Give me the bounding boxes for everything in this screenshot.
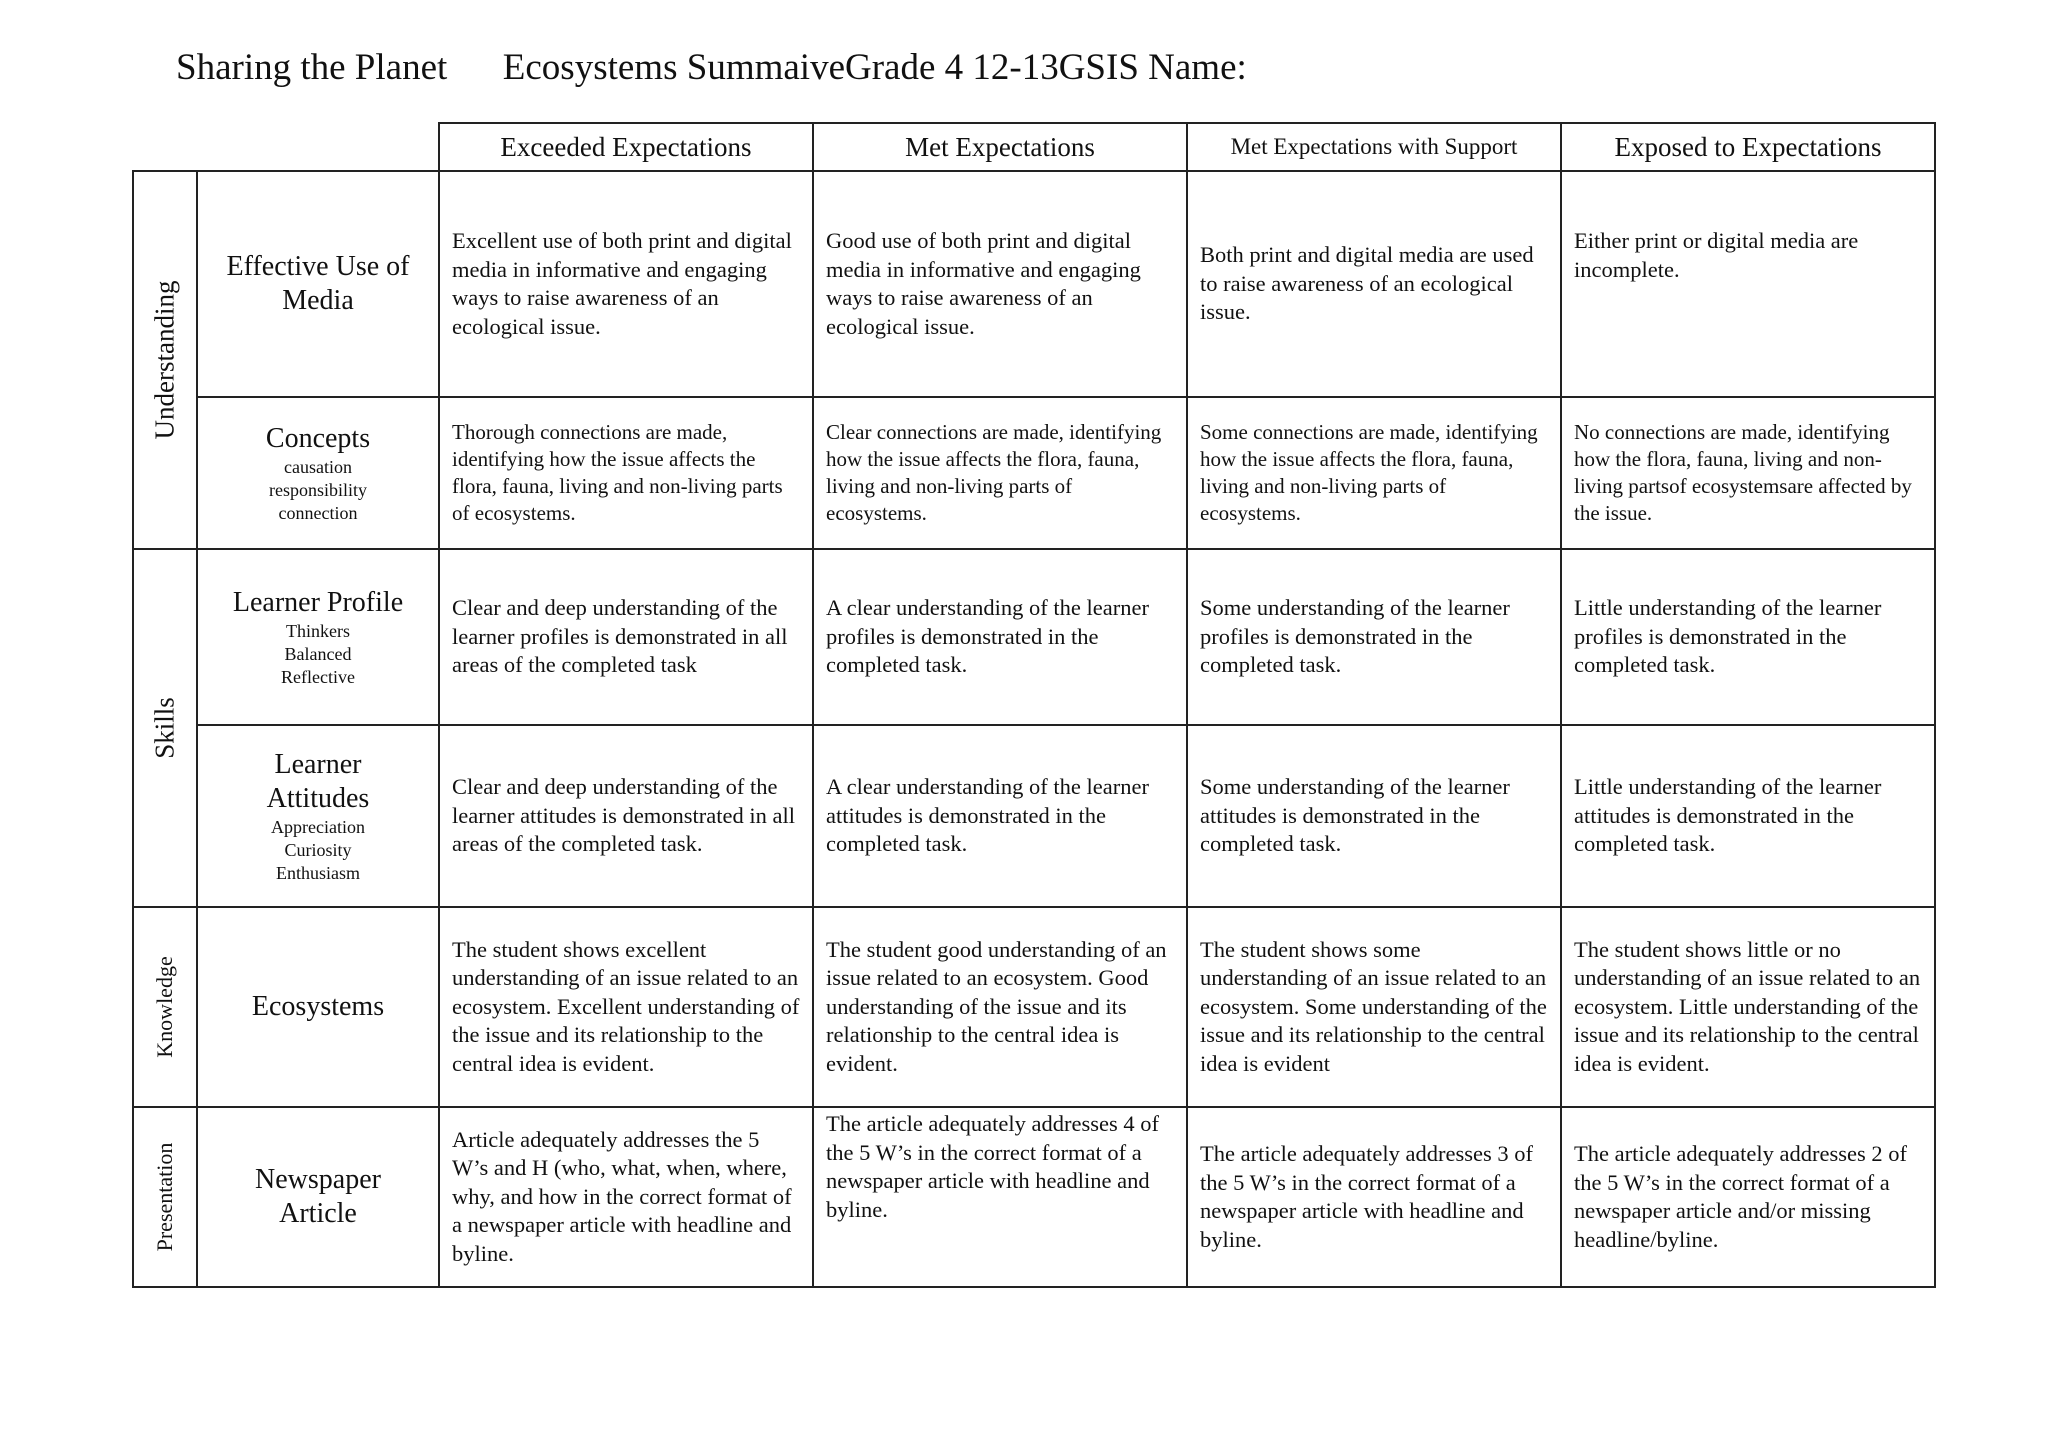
- category-presentation: Presentation: [133, 1107, 197, 1287]
- descriptor-cell: Clear and deep understanding of the learner profiles is demonstrated in all areas of the completed task: [439, 549, 813, 725]
- criterion-sub: Curiosity: [284, 839, 352, 860]
- level-header-exposed: Exposed to Expectations: [1561, 123, 1935, 171]
- criterion-sub: responsibility: [269, 479, 367, 500]
- descriptor-cell: Clear connections are made, identifying how the issue affects the flora, fauna, living and non-living parts of ecosystems.: [813, 397, 1187, 549]
- criterion-title: Learner Attitudes: [266, 748, 370, 814]
- descriptor-cell: A clear understanding of the learner profiles is demonstrated in the completed task.: [813, 549, 1187, 725]
- criterion-cell: [197, 907, 439, 1107]
- criterion-cell: [197, 549, 439, 725]
- blank-corner: [197, 123, 439, 171]
- descriptor-cell: Thorough connections are made, identifying how the issue affects the flora, fauna, living and non-living parts of ecosystems.: [439, 397, 813, 549]
- descriptor-cell: The student good understanding of an issue related to an ecosystem. Good understanding of the issue and its relationship to the central idea is evident.: [813, 907, 1187, 1107]
- descriptor-cell: The article adequately addresses 3 of the 5 W’s in the correct format of a newspaper article with headline and byline.: [1187, 1107, 1561, 1287]
- category-knowledge: Knowledge: [133, 907, 197, 1107]
- table-row: [133, 397, 1935, 549]
- descriptor-cell: Good use of both print and digital media in informative and engaging ways to raise awareness of an ecological issue.: [813, 171, 1187, 397]
- descriptor-cell: The article adequately addresses 2 of the 5 W’s in the correct format of a newspaper article and/or missing headline/byline.: [1561, 1107, 1935, 1287]
- descriptor-cell: Both print and digital media are used to raise awareness of an ecological issue.: [1187, 171, 1561, 397]
- criterion-title: Concepts: [265, 422, 371, 454]
- descriptor-cell: The student shows some understanding of an issue related to an ecosystem. Some understanding of the issue and its relationship to the central idea is evident: [1187, 907, 1561, 1107]
- descriptor-cell: Excellent use of both print and digital media in informative and engaging ways to raise awareness of an ecological issue.: [439, 171, 813, 397]
- rubric-table: [132, 122, 1936, 1288]
- descriptor-cell: The student shows excellent understanding of an issue related to an ecosystem. Excellent understanding of the issue and its relationship to the central idea is evident.: [439, 907, 813, 1107]
- category-skills: Skills: [133, 549, 197, 907]
- descriptor-cell: The article adequately addresses 4 of the 5 W’s in the correct format of a newspaper article with headline and byline.: [813, 1107, 1187, 1287]
- level-header-exceeded: Exceeded Expectations: [439, 123, 813, 171]
- level-header-met: Met Expectations: [813, 123, 1187, 171]
- criterion-sub: Thinkers: [286, 620, 350, 641]
- criterion-sub: Balanced: [284, 643, 352, 664]
- descriptor-cell: Some understanding of the learner attitudes is demonstrated in the completed task.: [1187, 725, 1561, 907]
- descriptor-cell: Clear and deep understanding of the learner attitudes is demonstrated in all areas of the completed task.: [439, 725, 813, 907]
- criterion-title: Learner Profile: [232, 586, 404, 618]
- descriptor-cell: Some understanding of the learner profiles is demonstrated in the completed task.: [1187, 549, 1561, 725]
- criterion-cell: [197, 725, 439, 907]
- criterion-sub: causation: [284, 456, 352, 477]
- level-header-met-with-support: Met Expectations with Support: [1187, 123, 1561, 171]
- descriptor-cell: A clear understanding of the learner attitudes is demonstrated in the completed task.: [813, 725, 1187, 907]
- criterion-cell: [197, 397, 439, 549]
- criterion-title: Newspaper Article: [255, 1164, 381, 1229]
- category-understanding: Understanding: [133, 171, 197, 549]
- levels-header-row: [133, 123, 1935, 171]
- descriptor-cell: The student shows little or no understanding of an issue related to an ecosystem. Little understanding of the issue and its relationship to the central idea is evident.: [1561, 907, 1935, 1107]
- criterion-cell: [197, 171, 439, 397]
- criterion-sub: Enthusiasm: [276, 862, 360, 883]
- table-row: [133, 907, 1935, 1107]
- descriptor-cell: Some connections are made, identifying how the issue affects the flora, fauna, living and non-living parts of ecosystems.: [1187, 397, 1561, 549]
- criterion-sub: Reflective: [281, 666, 355, 687]
- descriptor-cell: Article adequately addresses the 5 W’s and H (who, what, when, where, why, and how in the correct format of a newspaper article with headline and byline.: [439, 1107, 813, 1287]
- criterion-cell: [197, 1107, 439, 1287]
- descriptor-cell: Little understanding of the learner attitudes is demonstrated in the completed task.: [1561, 725, 1935, 907]
- criterion-sub: connection: [278, 502, 358, 523]
- blank-corner: [133, 123, 197, 171]
- table-row: [133, 1107, 1935, 1287]
- page-title: Sharing the Planet Ecosystems SummaiveGrade 4 12-13GSIS Name:: [176, 47, 1247, 88]
- criterion-title: Ecosystems: [251, 991, 385, 1022]
- table-row: [133, 725, 1935, 907]
- criterion-title: Effective Use of Media: [226, 251, 410, 316]
- criterion-sub: Appreciation: [271, 816, 365, 837]
- descriptor-cell: No connections are made, identifying how the flora, fauna, living and non-living partsof ecosystemsare affected by the issue.: [1561, 397, 1935, 549]
- table-row: [133, 549, 1935, 725]
- descriptor-cell: Little understanding of the learner profiles is demonstrated in the completed task.: [1561, 549, 1935, 725]
- descriptor-cell: Either print or digital media are incomplete.: [1561, 171, 1935, 397]
- table-row: [133, 171, 1935, 397]
